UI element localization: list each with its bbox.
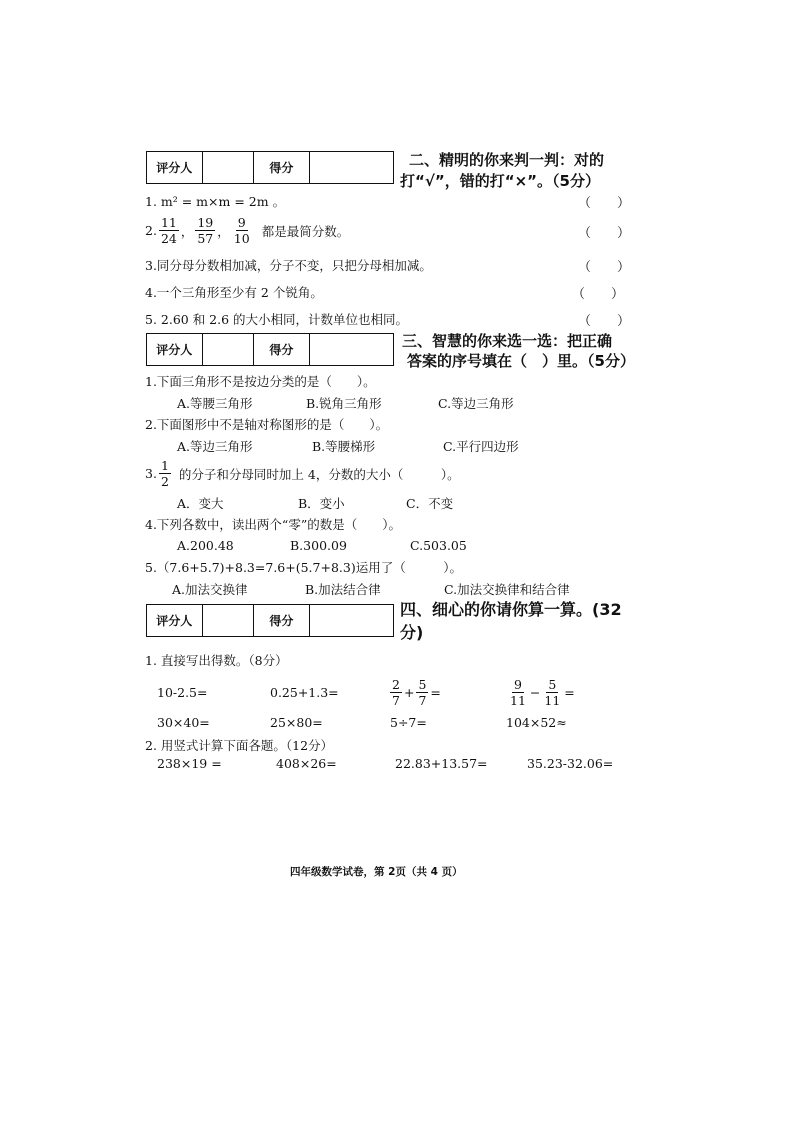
choice-q4-option-a[interactable]: A.200.48 [177,538,234,553]
answer-paren[interactable]: （ ） [572,287,625,302]
fraction: $\frac{9}{11}$ [510,677,526,708]
choice-q5-option-a[interactable]: A.加法交换律 [172,582,248,597]
score-cell[interactable] [310,152,393,183]
judge-q4: 4.一个三角形至少有 2 个锐角。 [145,285,323,300]
choice-q1: 1.下面三角形不是按边分类的是（ ）。 [145,374,376,389]
choice-q5-option-c[interactable]: C.加法交换律和结合律 [444,582,570,597]
choice-q4-option-b[interactable]: B.300.09 [290,538,347,553]
fraction: $\frac{19}{57}$ [197,215,214,246]
judge-q3: 3.同分母分数相加减，分子不变，只把分母相加减。 [145,258,432,273]
fraction: $\frac{5}{7}$ [418,677,427,708]
section2-title-line1: 二、精明的你来判一判：对的 [409,151,605,169]
page-footer: 四年级数学试卷，第 2页（共 4 页） [290,866,463,878]
grader-label: 评分人 [147,334,203,365]
score-box-2 [146,333,394,366]
choice-q3-option-c[interactable]: C．不变 [406,496,454,511]
section4-title-line1: 四、细心的你请你算一算。(32 [400,600,622,619]
choice-q2-option-c[interactable]: C.平行四边形 [443,439,519,454]
grader-cell[interactable] [203,334,255,365]
calc-r1-c3: $\frac{2}{7}$ + $\frac{5}{7}$ = [392,677,441,708]
calc-r1-c4: $\frac{9}{11}$ − $\frac{5}{11}$ = [510,677,575,708]
calc-r1-c1: 10-2.5= [157,685,208,700]
calc-r2-c4: 104×52≈ [506,715,567,730]
calc-r3-c3: 22.83+13.57= [395,756,488,771]
fraction: $\frac{5}{11}$ [544,677,561,708]
section3-title-line2: 答案的序号填在（ ）里。（5分） [407,352,635,370]
grader-cell[interactable] [203,152,255,183]
choice-q4: 4.下列各数中，读出两个“零”的数是（ ）。 [145,517,401,532]
choice-q5-option-b[interactable]: B.加法结合律 [305,582,381,597]
choice-q3: 3. $\frac{1}{2}$ 的分子和分母同时加上 4，分数的大小（ ）。 [145,458,460,489]
choice-q3-option-b[interactable]: B．变小 [298,496,345,511]
choice-q4-option-c[interactable]: C.503.05 [410,538,467,553]
fraction: $\frac{9}{10}$ [233,215,250,246]
choice-q2: 2.下面图形中不是轴对称图形的是（ ）。 [145,417,389,432]
score-cell[interactable] [310,605,393,636]
choice-q1-option-a[interactable]: A.等腰三角形 [177,396,253,411]
score-label: 得分 [254,152,310,183]
grader-label: 评分人 [147,152,203,183]
judge-q5: 5. 2.60 和 2.6 的大小相同，计数单位也相同。 [145,312,409,327]
score-box-3 [146,604,394,637]
section4-title-line2: 分) [400,623,424,642]
answer-paren[interactable]: （ ） [578,196,631,211]
calc-r3-c1: 238×19 = [157,756,222,771]
answer-paren[interactable]: （ ） [578,260,631,275]
judge-q2-suffix: 都是最简分数。 [261,223,350,239]
calc-r2-c3: 5÷7= [390,715,427,730]
grader-label: 评分人 [147,605,203,636]
calc-r1-c2: 0.25+1.3= [270,685,339,700]
choice-q5: 5.（7.6+5.7)+8.3=7.6+(5.7+8.3)运用了（ ）。 [145,560,462,575]
fraction: $\frac{1}{2}$ [160,458,169,489]
choice-q2-option-a[interactable]: A.等边三角形 [177,439,253,454]
calc-r2-c1: 30×40= [157,715,210,730]
calc-r3-c2: 408×26= [276,756,337,771]
score-box-1 [146,151,394,184]
section3-title-line1: 三、智慧的你来选一选：把正确 [402,332,613,350]
fraction: $\frac{11}{24}$ [160,215,177,246]
answer-paren[interactable]: （ ） [578,314,631,329]
grader-cell[interactable] [203,605,255,636]
calc-sub1: 1. 直接写出得数。（8分） [145,653,288,668]
judge-q2: 2. $\frac{11}{24}$ ， $\frac{19}{57}$ ， $\frac{9}{10}$ 都是最简分数。 [145,215,350,246]
score-label: 得分 [254,334,310,365]
calc-sub2: 2. 用竖式计算下面各题。（12分） [145,738,334,753]
score-label: 得分 [254,605,310,636]
section2-title-line2: 打“√”，错的打“×”。（5分） [400,172,600,190]
fraction: $\frac{2}{7}$ [392,677,400,708]
choice-q1-option-c[interactable]: C.等边三角形 [438,396,514,411]
judge-q1: 1. m² = m×m = 2m 。 [145,194,286,209]
choice-q3-option-a[interactable]: A．变大 [177,496,224,511]
choice-q1-option-b[interactable]: B.锐角三角形 [306,396,382,411]
judge-q2-prefix: 2. [145,223,157,238]
score-cell[interactable] [310,334,393,365]
calc-r2-c2: 25×80= [270,715,323,730]
choice-q2-option-b[interactable]: B.等腰梯形 [312,439,376,454]
calc-r3-c4: 35.23-32.06= [527,756,614,771]
answer-paren[interactable]: （ ） [578,226,631,241]
